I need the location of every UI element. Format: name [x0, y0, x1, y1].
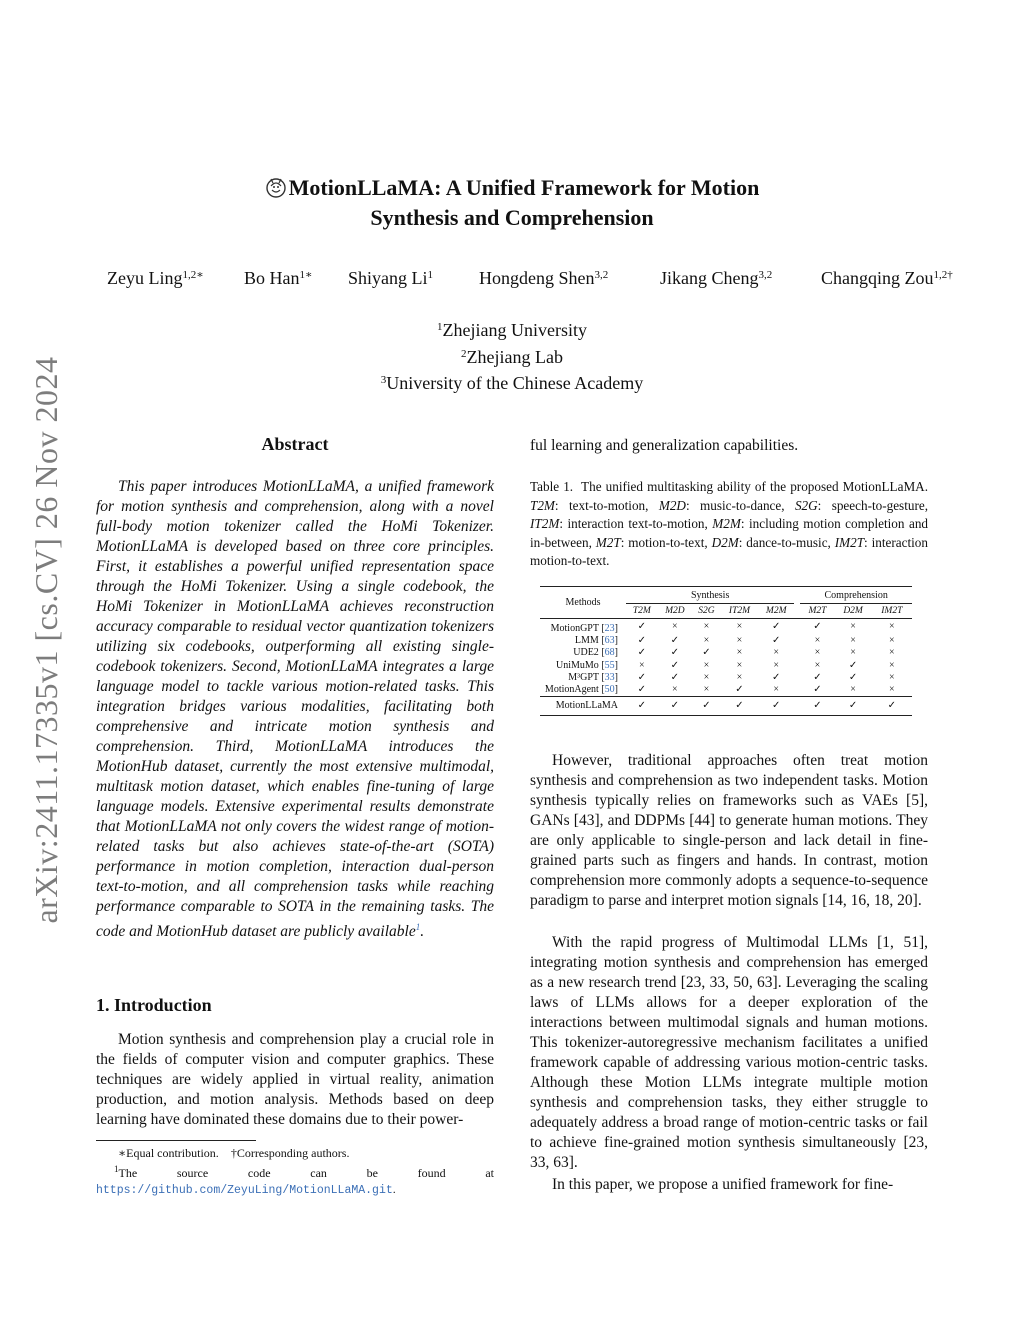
capability-cell: ×	[889, 659, 895, 671]
comprehension-header: Comprehension	[800, 587, 912, 604]
author-2: Bo Han$^{1∗}$	[244, 268, 313, 288]
capability-cell: ×	[814, 634, 821, 646]
table-row	[540, 634, 912, 646]
capability-cell: ×	[736, 634, 743, 646]
capability-cell: ×	[889, 621, 895, 633]
capability-cell: ×	[736, 621, 743, 633]
capability-cell: ✓	[848, 659, 858, 671]
col-m2d: M2D	[665, 606, 685, 616]
capability-cell: ✓	[813, 684, 822, 696]
capability-cell: ×	[814, 659, 821, 671]
capability-cell: ×	[736, 659, 743, 671]
method-cell: LMM [63]	[574, 634, 618, 646]
methods-header: Methods	[565, 597, 601, 608]
source-code-link[interactable]: https://github.com/ZeyuLing/MotionLLaMA.git	[96, 1184, 393, 1197]
table-row	[540, 659, 912, 671]
synthesis-header: Synthesis	[626, 587, 794, 604]
capability-table	[540, 586, 912, 716]
abstract-text: This paper introduces MotionLLaMA, a unified framework for motion synthesis and comprehension, along with a novel full-body motion tokenizer called the HoMi Tokenizer. MotionLLaMA is developed based on three core principles. First, it establishes a powerful unified representation space through the HoMi Tokenizer. Using a single codebook, the HoMi Tokenizer in MotionLLaMA achieves reconstruction accuracy comparable to residual vector quantization tokenizers utilizing six codebooks, outperforming all existing single-codebook tokenizers. Second, MotionLLaMA integrates a large language model to tackle various motion-related tasks. This integration bridges various modalities, facilitating both comprehensive and intricate motion synthesis and comprehension. Third, MotionLLaMA introduces the MotionHub dataset, currently the most extensive multimodal, multitask motion dataset, which enables fine-tuning of large language models. Extensive experimental results demonstrate that MotionLLaMA not only covers the widest range of motion-related tasks but also achieves state-of-the-art (SOTA) performance in motion completion, interaction dual-person text-to-motion, and all comprehension tasks while reaching performance comparable to SOTA in the remaining tasks. The code and MotionHub dataset are publicly available$^1$.	[96, 478, 494, 941]
title-line-1	[140, 173, 884, 203]
col-m2t: M2T	[808, 606, 827, 616]
capability-cell: ×	[736, 647, 743, 659]
paper-title	[140, 173, 884, 233]
intro-text: Motion synthesis and comprehension play a crucial role in the fields of computer vision and computer graphics. These techniques are widely applied in virtual reality, animation production, and motion analysis. Methods based on deep learning have dominated these domains due to their power-	[96, 1031, 494, 1128]
method-cell: UDE2 [68]	[573, 647, 618, 659]
capability-cell: ✓	[702, 647, 711, 659]
col-im2t: IM2T	[881, 606, 903, 616]
right-paragraph-3: In this paper, we propose a unified framework for fine-	[552, 1176, 894, 1193]
citation-link[interactable]: 33	[604, 671, 615, 683]
method-cell: MotionGPT [23]	[550, 622, 618, 634]
table-row	[540, 619, 912, 635]
capability-cell: ×	[850, 634, 856, 646]
col-m2m: M2M	[765, 606, 787, 616]
footnote-2: $^1$The source code can be found at https://github.com/ZeyuLing/MotionLLaMA.git.	[96, 1164, 494, 1197]
capability-cell: ×	[889, 634, 895, 646]
citation-link[interactable]: 63	[604, 634, 615, 646]
method-cell: MotionAgent [50]	[544, 684, 618, 696]
table-row	[540, 647, 912, 659]
author-list	[0, 268, 1024, 298]
capability-cell: ×	[703, 634, 710, 646]
capability-cell: ×	[736, 671, 743, 683]
title-text-1: MotionLLaMA: A Unified Framework for Motion	[288, 175, 760, 200]
llama-icon	[265, 176, 287, 198]
method-cell: M³GPT [33]	[568, 671, 618, 683]
citation-link[interactable]: 50	[604, 684, 615, 696]
capability-cell: ✓	[772, 671, 781, 683]
affiliation-2: $^2$Zhejiang Lab	[461, 346, 563, 367]
affiliation-1: $^1$Zhejiang University	[437, 320, 587, 340]
table-row	[540, 671, 912, 683]
citation-link[interactable]: 23	[604, 622, 615, 634]
capability-cell: ✓	[637, 671, 646, 683]
affiliations	[0, 316, 1024, 396]
capability-cell: ✓	[637, 647, 646, 659]
capability-cell: ×	[638, 659, 645, 671]
affiliation-3: $^3$University of the Chinese Academy	[380, 373, 644, 393]
capability-cell: ×	[703, 659, 710, 671]
capability-cell: ×	[703, 671, 710, 683]
citation-link[interactable]: 55	[604, 659, 615, 671]
author-1: Zeyu Ling$^{1,2∗}$	[107, 268, 204, 288]
col-d2m: D2M	[843, 606, 863, 616]
capability-cell: ×	[703, 684, 710, 696]
capability-cell: ✓	[813, 671, 822, 683]
author-4: Hongdeng Shen$^{3,2}$	[479, 268, 609, 288]
col-s2g: S2G	[698, 606, 715, 616]
table-caption: Table 1. The unified multitasking ability of the proposed MotionLLaMA. T2M: text-to-motion, M2D: music-to-dance, S2G: speech-to-gesture, IT2M: interaction text-to-motion, M2M: including motion completion and in-between, M2T: motion-to-text, D2M: dance-to-music, IM2T: interaction motion-to-text.	[530, 479, 929, 568]
capability-cell: ✓	[637, 634, 646, 646]
footnote-mark[interactable]: 1	[415, 922, 421, 932]
right-paragraph-1: However, traditional approaches often treat motion synthesis and comprehension as two independent tasks. Motion synthesis typically relies on frameworks such as VAEs [5], GANs [43], and DDPMs [44] to generate human motions. They are only applicable to single-person and lack detail in fine-grained parts such as fingers and hands. In contrast, motion comprehension more commonly adopts a sequence-to-sequence paradigm to parse and interpret motion signals [14, 16, 18, 20].	[530, 752, 928, 909]
capability-cell: ✓	[772, 621, 781, 633]
capability-cell: ✓	[637, 621, 646, 633]
capability-cell: ×	[850, 647, 856, 659]
footnote-rule	[96, 1140, 256, 1141]
capability-cell: ×	[850, 684, 856, 696]
capability-cell: ✓	[637, 684, 646, 696]
citation-link[interactable]: 68	[604, 647, 615, 659]
capability-cell: ×	[773, 659, 780, 671]
title-line-2: Synthesis and Comprehension	[370, 205, 654, 230]
capability-cell: ✓	[670, 634, 680, 646]
capability-cell: ×	[889, 647, 895, 659]
capability-cell: ×	[672, 621, 678, 633]
table-row	[540, 683, 912, 696]
capability-cell: ✓	[670, 671, 680, 683]
capability-cell: ✓	[735, 684, 744, 696]
capability-cell: ✓	[772, 634, 781, 646]
capability-cell: ×	[672, 684, 678, 696]
capability-cell: ×	[814, 647, 821, 659]
capability-cell: ✓	[848, 671, 858, 683]
capability-cell: ×	[850, 621, 856, 633]
col-it2m: IT2M	[728, 606, 751, 616]
capability-cell: ×	[773, 647, 780, 659]
footnote-1: ∗Equal contribution. †Corresponding authors.	[118, 1146, 350, 1160]
capability-cell: ×	[889, 684, 895, 696]
arxiv-stamp: arXiv:2411.17335v1 [cs.CV] 26 Nov 2024	[28, 356, 64, 924]
capability-cell: ✓	[670, 647, 680, 659]
intro-heading: 1. Introduction	[96, 995, 212, 1015]
capability-cell: ✓	[813, 621, 822, 633]
abstract-heading: Abstract	[261, 434, 329, 454]
capability-cell: ×	[703, 621, 710, 633]
capability-cell: ×	[773, 684, 780, 696]
footnotes	[96, 1145, 494, 1199]
right-paragraph-2: With the rapid progress of Multimodal LLMs [1, 51], integrating motion synthesis and comprehension has emerged as a new research trend [23, 33, 50, 63]. Leveraging the scaling laws of LLMs allows for a deeper exploration of the interactions between multimodal signals and human motions. This tokenizer-autoregressive mechanism facilitates a unified framework capable of addressing various motion-centric tasks. Although these Motion LLMs integrate multiple motion synthesis and comprehension tasks, they either struggle to adequately address a broad range of motion-centric tasks or fail to achieve fine-grained motion synthesis simultaneously [23, 33, 63].	[530, 934, 928, 1171]
author-3: Shiyang Li$^1$	[348, 268, 433, 288]
right-column-continuation: ful learning and generalization capabilities.	[530, 437, 799, 454]
table-row-motionllama: MotionLLaMA ✓ ✓ ✓ ✓ ✓ ✓ ✓ ✓	[540, 696, 912, 715]
col-t2m: T2M	[632, 606, 651, 616]
author-6: Changqing Zou$^{1,2\dagger}$	[821, 268, 953, 288]
capability-cell: ✓	[670, 659, 680, 671]
capability-cell: ×	[889, 671, 895, 683]
author-5: Jikang Cheng$^{3,2}$	[660, 268, 773, 288]
method-cell: UniMuMo [55]	[556, 659, 618, 671]
